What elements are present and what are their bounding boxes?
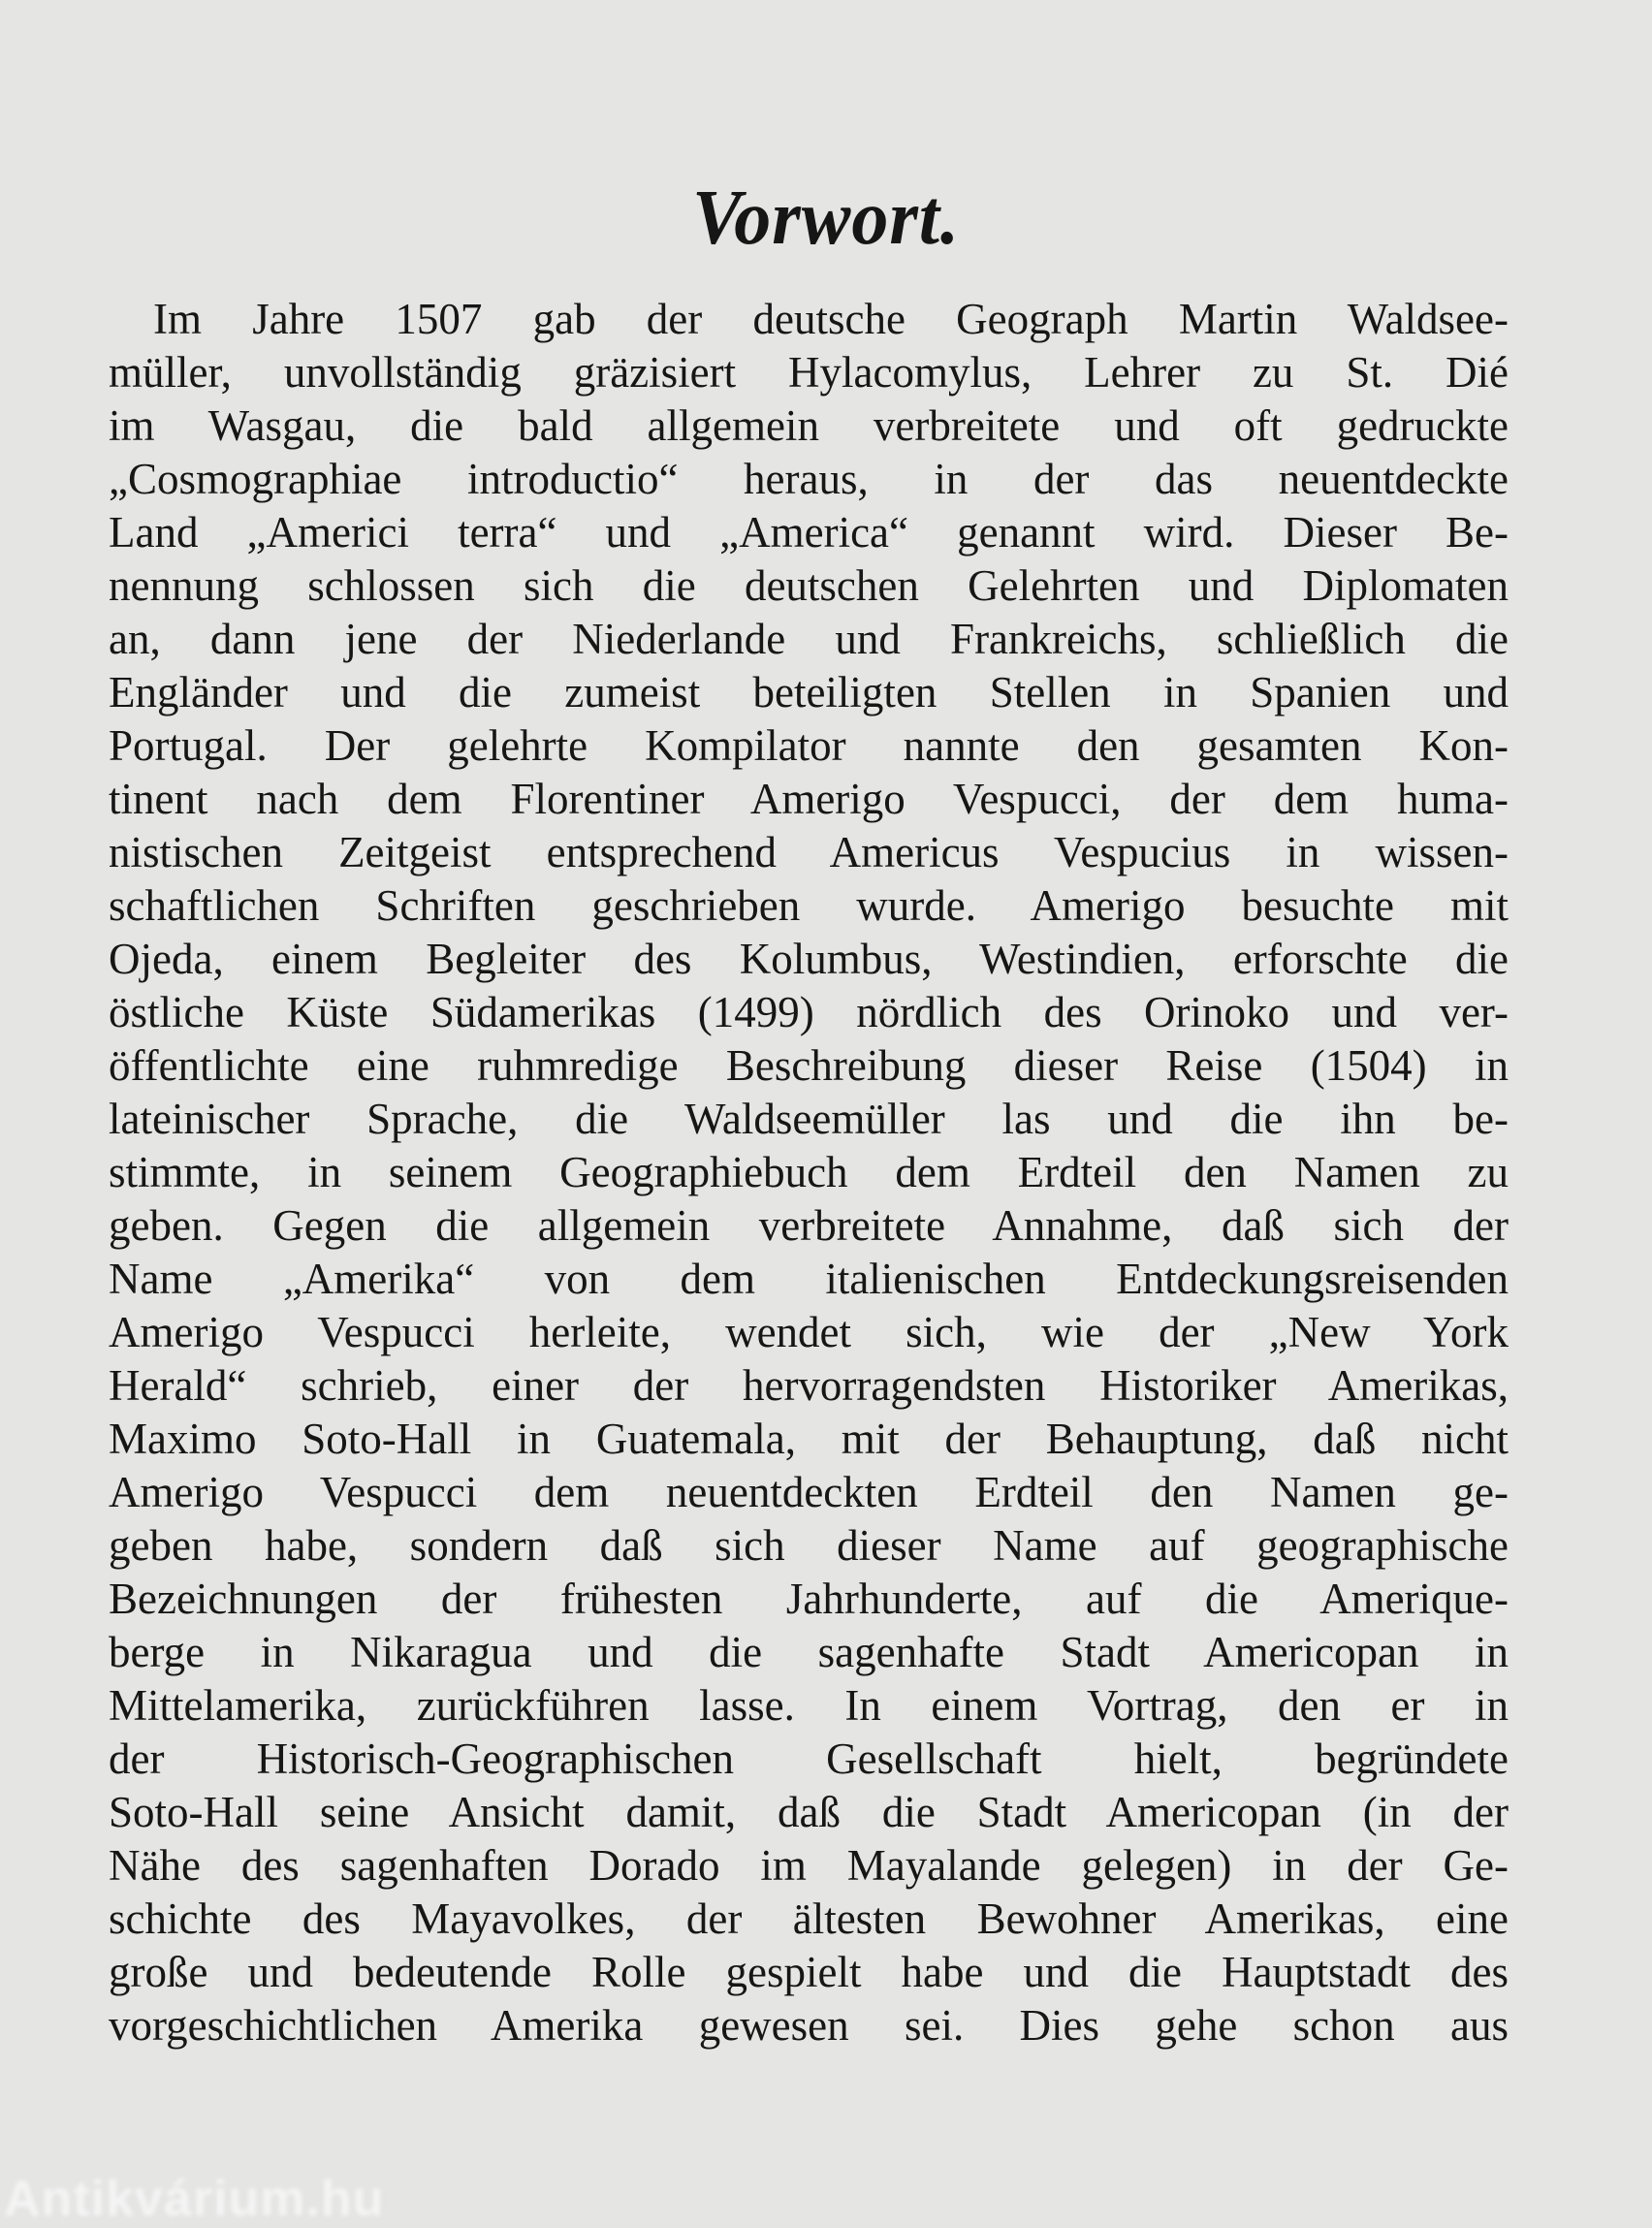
text-line: geben. Gegen die allgemein verbreitete Annahme, daß sich der [109, 1201, 1509, 1250]
text-line: Im Jahre 1507 gab der deutsche Geograph Martin Waldsee- [153, 295, 1509, 343]
text-line: öffentlichte eine ruhmredige Beschreibung dieser Reise (1504) in [109, 1041, 1509, 1090]
text-line: nistischen Zeitgeist entsprechend Americus Vespucius in wissen- [109, 828, 1509, 876]
text-line: geben habe, sondern daß sich dieser Name auf geographische [109, 1521, 1509, 1570]
text-line: Maximo Soto-Hall in Guatemala, mit der Behauptung, daß nicht [109, 1415, 1509, 1463]
text-line: schichte des Mayavolkes, der ältesten Bewohner Amerikas, eine [109, 1894, 1509, 1943]
body-text [109, 293, 1509, 2053]
text-line: vorgeschichtlichen Amerika gewesen sei. Dies gehe schon aus [109, 2001, 1509, 2050]
text-line: tinent nach dem Florentiner Amerigo Vespucci, der dem huma- [109, 775, 1509, 823]
text-line: an, dann jene der Niederlande und Frankreichs, schließlich die [109, 615, 1509, 663]
text-line: berge in Nikaragua und die sagenhafte Stadt Americopan in [109, 1628, 1509, 1676]
text-line: große und bedeutende Rolle gespielt habe und die Hauptstadt des [109, 1948, 1509, 1996]
text-line: „Cosmographiae introductio“ heraus, in der das neuentdeckte [109, 455, 1509, 503]
text-line: nennung schlossen sich die deutschen Gelehrten und Diplomaten [109, 561, 1509, 610]
text-line: lateinischer Sprache, die Waldseemüller las und die ihn be- [109, 1095, 1509, 1143]
text-line: Soto-Hall seine Ansicht damit, daß die Stadt Americopan (in der [109, 1788, 1509, 1836]
page-title: Vorwort. [692, 175, 960, 261]
text-line: müller, unvollständig gräzisiert Hylacomylus, Lehrer zu St. Dié [109, 348, 1509, 397]
text-line: Ojeda, einem Begleiter des Kolumbus, Westindien, erforschte die [109, 935, 1509, 983]
text-line: Bezeichnungen der frühesten Jahrhunderte, auf die Amerique- [109, 1575, 1509, 1623]
text-line: Name „Amerika“ von dem italienischen Entdeckungsreisenden [109, 1255, 1509, 1303]
text-line: schaftlichen Schriften geschrieben wurde. Amerigo besuchte mit [109, 881, 1509, 930]
text-line: im Wasgau, die bald allgemein verbreitete und oft gedruckte [109, 401, 1509, 450]
watermark: Antikvárium.hu [4, 2171, 385, 2227]
text-line: östliche Küste Südamerikas (1499) nördlich des Orinoko und ver- [109, 988, 1509, 1036]
text-line: Amerigo Vespucci herleite, wendet sich, wie der „New York [109, 1308, 1509, 1356]
text-line: Land „Americi terra“ und „America“ genannt wird. Dieser Be- [109, 508, 1509, 557]
text-line: Engländer und die zumeist beteiligten Stellen in Spanien und [109, 668, 1509, 716]
text-line: Mittelamerika, zurückführen lasse. In einem Vortrag, den er in [109, 1681, 1509, 1730]
text-line: Amerigo Vespucci dem neuentdeckten Erdteil den Namen ge- [109, 1468, 1509, 1516]
text-line: Nähe des sagenhaften Dorado im Mayalande gelegen) in der Ge- [109, 1841, 1509, 1890]
text-line: der Historisch-Geographischen Gesellschaft hielt, begründete [109, 1735, 1509, 1783]
text-line: Herald“ schrieb, einer der hervorragendsten Historiker Amerikas, [109, 1361, 1509, 1410]
text-line: Portugal. Der gelehrte Kompilator nannte den gesamten Kon- [109, 721, 1509, 770]
text-line: stimmte, in seinem Geographiebuch dem Erdteil den Namen zu [109, 1148, 1509, 1196]
